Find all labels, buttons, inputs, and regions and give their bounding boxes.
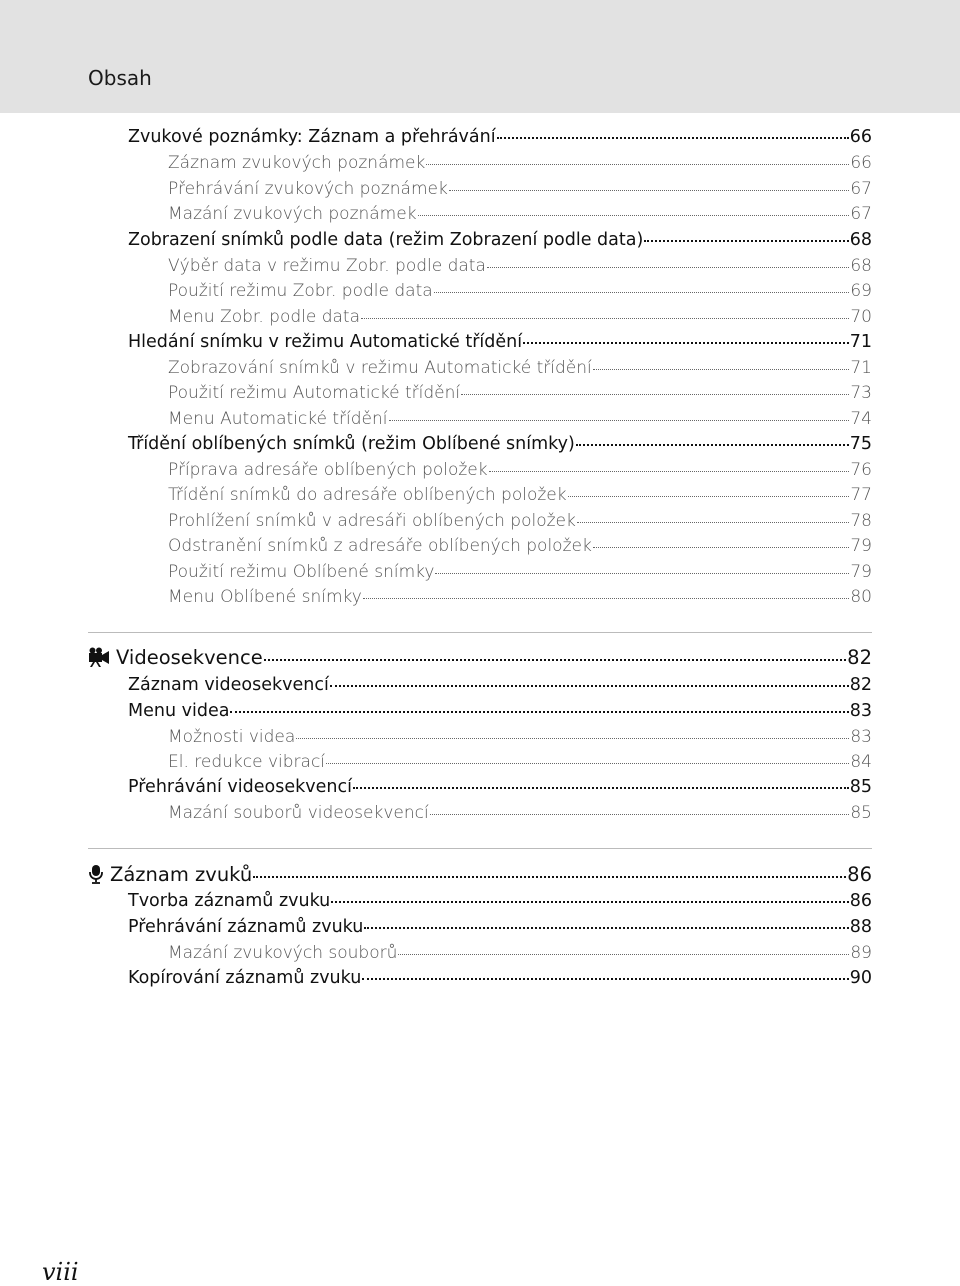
toc-entry-page: 85 [849,777,872,797]
chapter-heading[interactable] [88,861,872,885]
page-header [0,0,960,113]
toc-entry[interactable] [168,803,872,827]
toc-entry-page: 84 [850,752,872,772]
toc-entry-text: Použití režimu Oblíbené snímky [168,562,435,582]
toc-entry-text: Zvukové poznámky: Záznam a přehrávání [128,127,496,147]
toc-entry-text: Mazání souborů videosekvencí [168,803,429,823]
toc-entry-text: Výběr data v režimu Zobr. podle data [168,256,486,276]
toc-entry-page: 71 [850,358,872,378]
toc-entry-text: Třídění snímků do adresáře oblíbených položek [168,485,567,505]
dot-leader [435,573,849,574]
toc-entry[interactable] [168,943,872,967]
toc-entry[interactable] [168,307,872,331]
toc-entry-text: Menu Automatické třídění [168,409,388,429]
dot-leader [497,137,849,139]
toc-entry-text: Třídění oblíbených snímků (režim Oblíbené snímky) [128,434,575,454]
toc-entry-page: 77 [850,485,872,505]
toc-entry-page: 79 [850,562,872,582]
dot-leader [389,420,850,421]
dot-leader [296,738,849,739]
toc-entry-page: 67 [850,179,872,199]
toc-entry[interactable] [128,968,872,992]
toc-entry-page: 86 [849,891,872,911]
chapter-page: 86 [847,863,872,886]
toc-entry-text: Použití režimu Automatické třídění [168,383,461,403]
dot-leader [593,369,850,370]
toc-entry[interactable] [168,383,872,407]
toc-entry-text: Kopírování záznamů zvuku [128,968,362,988]
toc-entry[interactable] [128,675,872,699]
chapter-heading[interactable] [88,644,872,668]
toc-entry-text: Mazání zvukových souborů [168,943,398,963]
toc-entry[interactable] [128,332,872,356]
toc-entry-text: Přehrávání videosekvencí [128,777,352,797]
toc-entry-text: Příprava adresáře oblíbených položek [168,460,488,480]
toc-entry-text: Přehrávání zvukových poznámek [168,179,448,199]
chapter-title: Záznam zvuků [110,863,253,886]
toc-entry[interactable] [128,917,872,941]
toc-entry[interactable] [168,587,872,611]
toc-entry-page: 68 [850,256,872,276]
toc-entry-text: Odstranění snímků z adresáře oblíbených položek [168,536,592,556]
toc-entry-page: 79 [850,536,872,556]
toc-entry-text: Prohlížení snímků v adresáři oblíbených položek [168,511,576,531]
header-title: Obsah [88,66,152,90]
dot-leader [576,444,849,446]
toc-entry-page: 74 [850,409,872,429]
toc-entry-page: 67 [850,204,872,224]
dot-leader [331,901,848,903]
dot-leader [361,318,849,319]
dot-leader [330,685,849,687]
toc-entry-page: 83 [849,701,872,721]
toc-entry-page: 69 [850,281,872,301]
toc-entry[interactable] [168,358,872,382]
toc-entry[interactable] [128,701,872,725]
dot-leader [230,711,848,713]
toc-entry-page: 71 [849,332,872,352]
toc-entry-page: 68 [849,230,872,250]
toc-entry[interactable] [168,511,872,535]
chapter-title-wrap [88,861,252,886]
toc-entry[interactable] [168,256,872,280]
dot-leader [364,927,848,929]
chapter-page: 82 [847,646,872,669]
dot-leader [577,522,850,523]
toc-entry-text: Zobrazení snímků podle data (režim Zobrazení podle data) [128,230,644,250]
toc-entry[interactable] [128,127,872,151]
toc-entry-text: El. redukce vibrací [168,752,326,772]
section-divider [88,632,872,633]
toc-entry[interactable] [168,409,872,433]
dot-leader [487,267,849,268]
dot-leader [523,342,849,344]
page-number: viii [42,1258,79,1286]
toc-entry[interactable] [128,891,872,915]
toc-entry-text: Přehrávání záznamů zvuku [128,917,364,937]
chapter-title-wrap [88,644,263,669]
toc-entry-text: Menu videa [128,701,230,721]
toc-entry[interactable] [168,179,872,203]
dot-leader [568,496,850,497]
toc-entry-page: 88 [849,917,872,937]
toc-entry-text: Menu Zobr. podle data [168,307,361,327]
dot-leader [326,763,849,764]
section-divider [88,848,872,849]
toc-entry[interactable] [128,434,872,458]
dot-leader [418,215,850,216]
toc-entry-text: Menu Oblíbené snímky [168,587,362,607]
toc-entry-text: Tvorba záznamů zvuku [128,891,331,911]
toc-entry-text: Zobrazování snímků v režimu Automatické třídění [168,358,592,378]
toc-entry-text: Mazání zvukových poznámek [168,204,417,224]
toc-entry[interactable] [168,204,872,228]
toc-entry-page: 66 [850,153,872,173]
toc-entry[interactable] [168,562,872,586]
toc-entry-page: 83 [850,727,872,747]
dot-leader [644,240,848,242]
toc-entry-page: 75 [849,434,872,454]
toc-entry-text: Hledání snímku v režimu Automatické třídění [128,332,523,352]
toc-entry[interactable] [128,230,872,254]
toc-entry-text: Záznam zvukových poznámek [168,153,426,173]
toc-entry[interactable] [168,153,872,177]
toc-entry[interactable] [168,752,872,776]
dot-leader [398,954,849,955]
dot-leader [430,814,850,815]
toc-entry[interactable] [168,485,872,509]
toc-entry-page: 66 [849,127,872,147]
toc-entry-page: 73 [850,383,872,403]
chapter-title: Videosekvence [116,646,263,669]
movie-camera-icon [88,647,110,672]
toc-entry-page: 85 [850,803,872,823]
dot-leader [353,787,849,789]
dot-leader [362,978,848,980]
toc-entry-page: 70 [850,307,872,327]
toc-entry-page: 89 [850,943,872,963]
toc-entry[interactable] [168,460,872,484]
dot-leader [449,190,850,191]
dot-leader [489,471,850,472]
toc-entry[interactable] [128,777,872,801]
toc-entry-page: 80 [850,587,872,607]
dot-leader [461,394,849,395]
dot-leader [593,547,850,548]
dot-leader [363,598,850,599]
dot-leader [253,876,846,878]
dot-leader [426,164,849,165]
toc-entry[interactable] [168,536,872,560]
dot-leader [264,659,846,661]
toc-entry-text: Záznam videosekvencí [128,675,329,695]
toc-entry-text: Možnosti videa [168,727,296,747]
toc-entry-page: 76 [850,460,872,480]
toc-entry[interactable] [168,727,872,751]
toc-entry-page: 78 [850,511,872,531]
toc-entry-text: Použití režimu Zobr. podle data [168,281,433,301]
microphone-icon [88,864,104,889]
toc-entry-page: 90 [849,968,872,988]
toc-entry-page: 82 [849,675,872,695]
dot-leader [434,292,850,293]
toc-entry[interactable] [168,281,872,305]
